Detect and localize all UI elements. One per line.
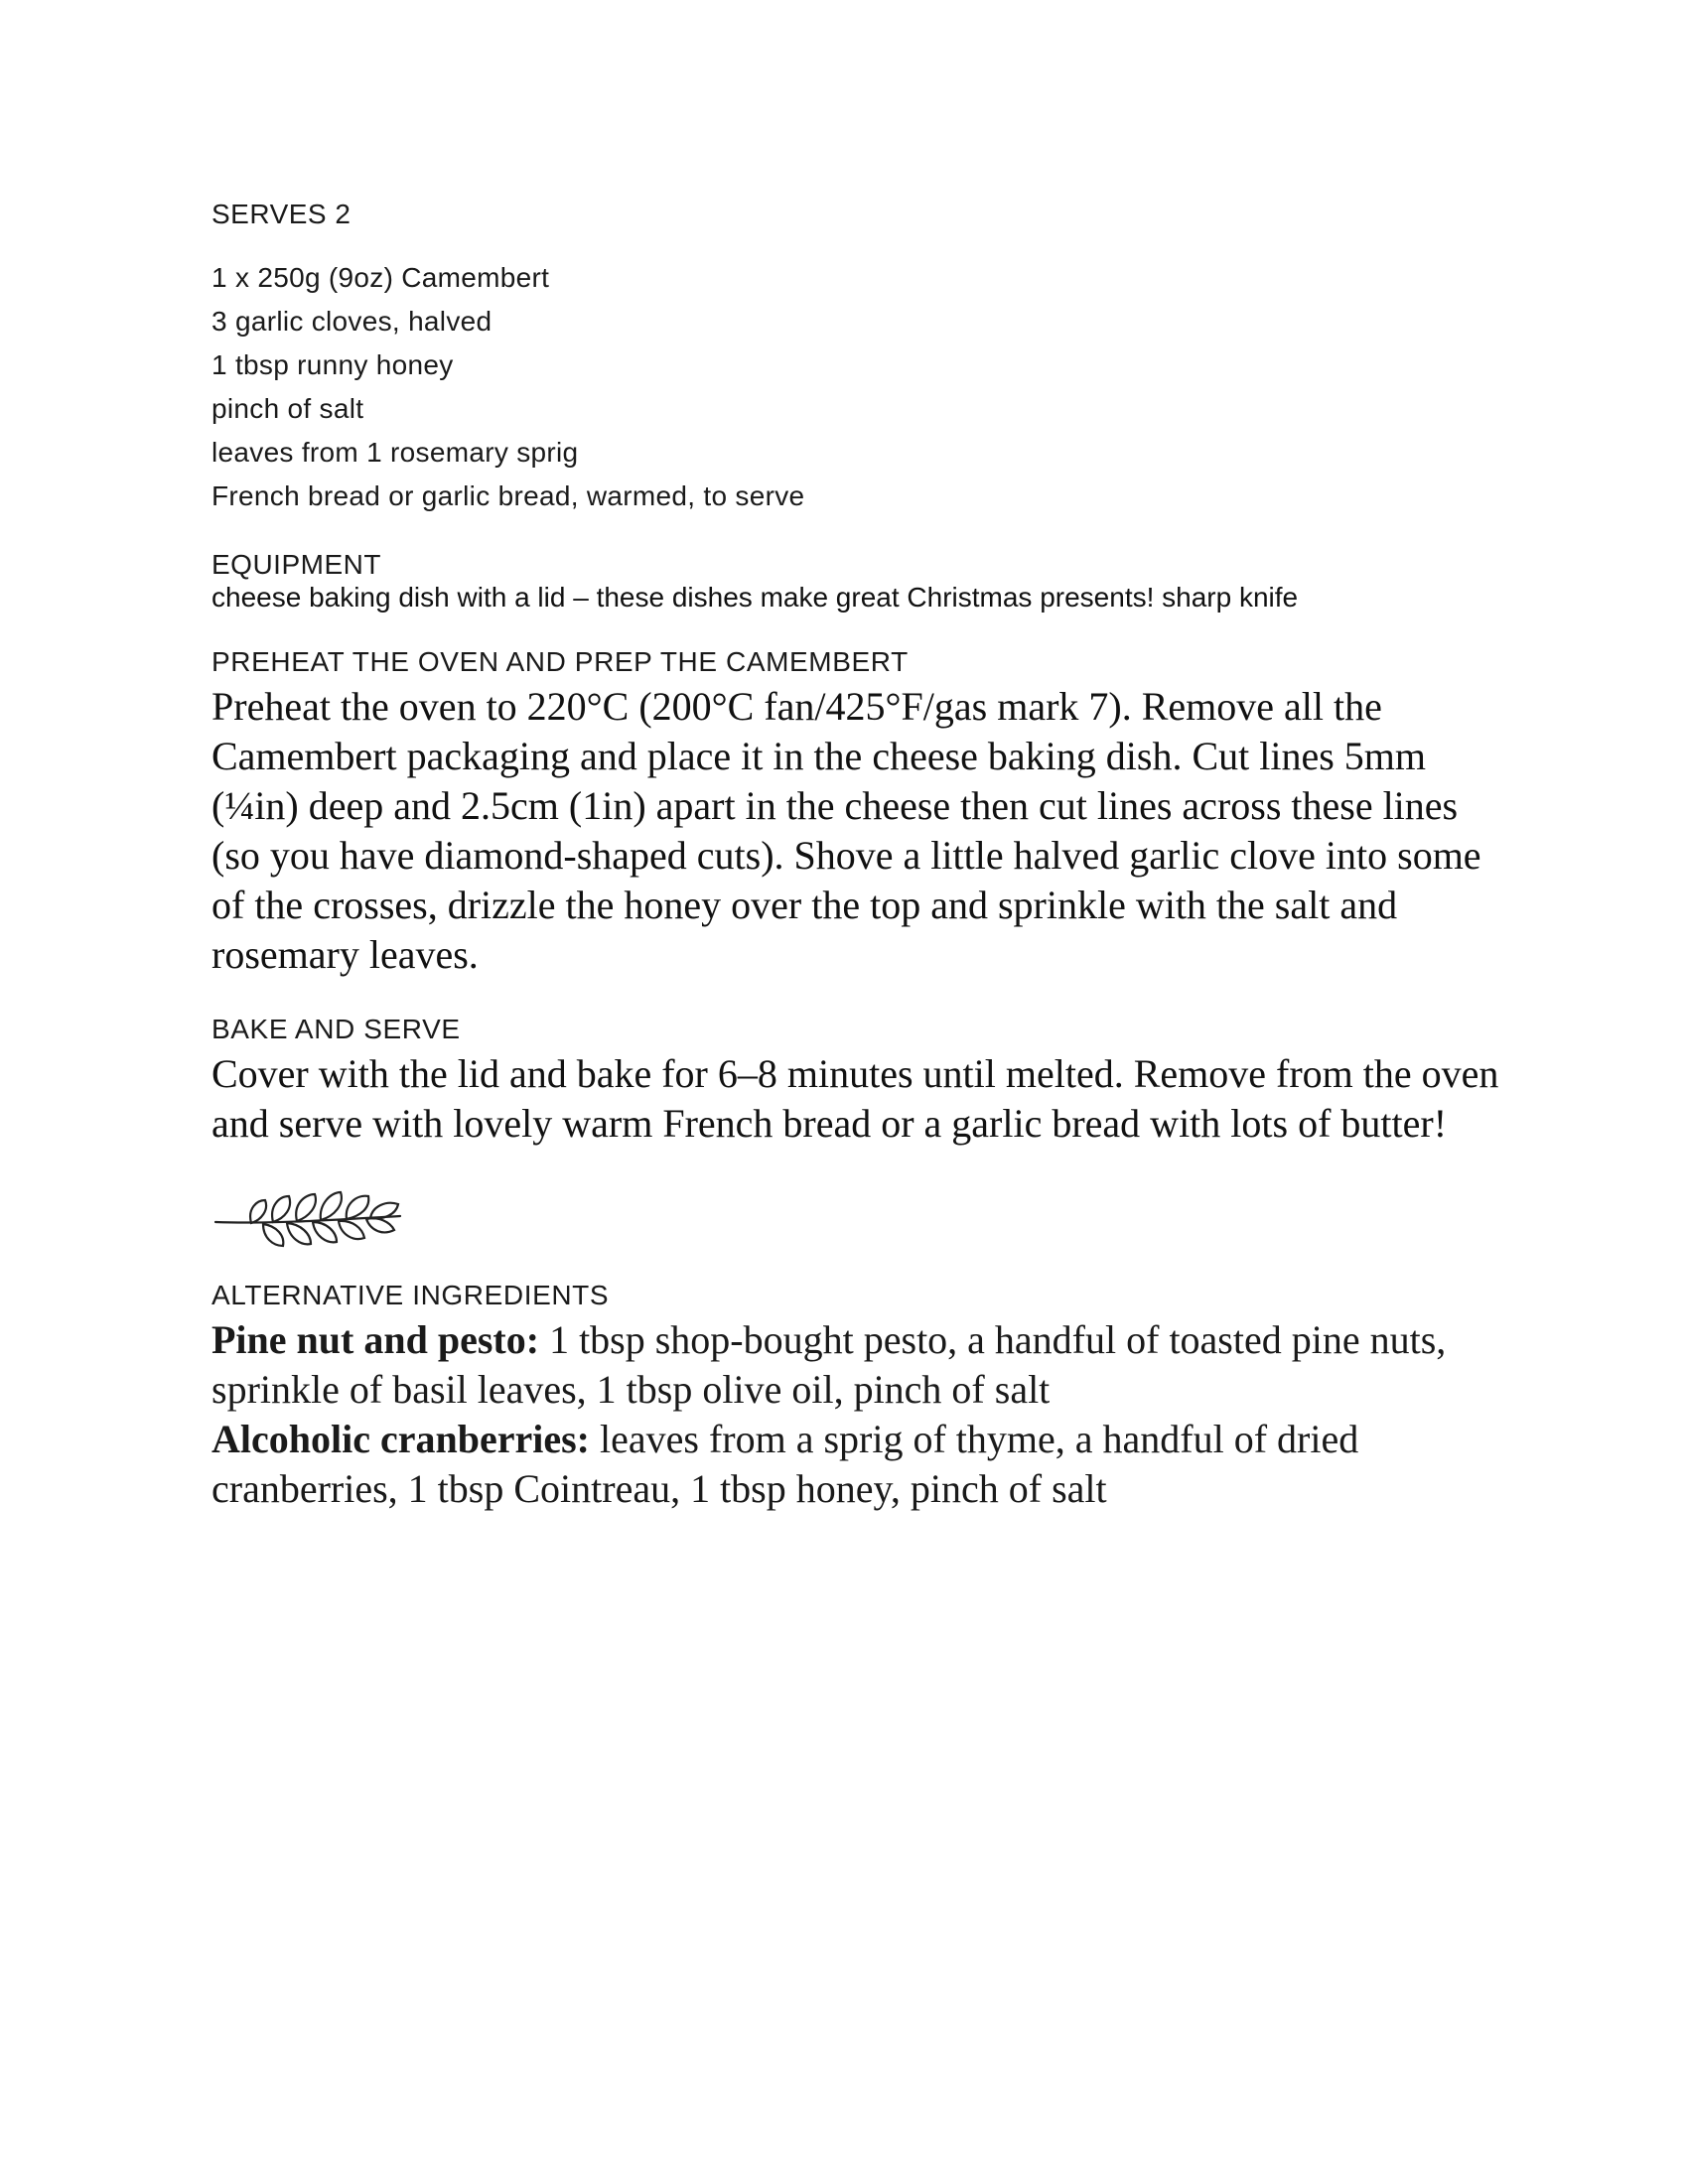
step-text-bake: Cover with the lid and bake for 6–8 minutes until melted. Remove from the oven and serve with lovely warm French bread or a garlic bread with lots of butter! (211, 1051, 1499, 1146)
ingredient-item: French bread or garlic bread, warmed, to serve (211, 480, 805, 511)
equipment-text: cheese baking dish with a lid – these dishes make great Christmas presents! sharp knife (211, 582, 1299, 613)
equipment-heading: EQUIPMENT (211, 549, 381, 580)
ingredient-item: 3 garlic cloves, halved (211, 306, 492, 337)
alternative-name: Alcoholic cranberries: (211, 1417, 590, 1461)
alternative-name: Pine nut and pesto: (211, 1317, 540, 1362)
alternatives-heading: ALTERNATIVE INGREDIENTS (211, 1280, 610, 1310)
step-heading-bake: BAKE AND SERVE (211, 1014, 461, 1044)
alternative-item (211, 1315, 1502, 1415)
ingredient-item: 1 tbsp runny honey (211, 349, 454, 380)
ingredient-item: leaves from 1 rosemary sprig (211, 437, 579, 468)
sprig-icon (211, 1186, 410, 1256)
recipe-page (211, 195, 1502, 1514)
alternative-text: 1 tbsp shop-bought pesto, a handful of toasted pine nuts, sprinkle of basil leaves, 1 tbsp olive oil, pinch of salt (211, 1317, 1447, 1412)
ingredient-item: 1 x 250g (9oz) Camembert (211, 262, 550, 293)
step-heading-preheat: PREHEAT THE OVEN AND PREP THE CAMEMBERT (211, 646, 909, 677)
step-text-preheat: Preheat the oven to 220°C (200°C fan/425°F/gas mark 7). Remove all the Camembert packaging and place it in the cheese baking dish. Cut lines 5mm (¼in) deep and 2.5cm (1in) apart in the cheese then cut lines across these lines (so you have diamond-shaped cuts). Shove a little halved garlic clove into some of the crosses, drizzle the honey over the top and sprinkle with the salt and rosemary leaves. (211, 684, 1481, 977)
serves-label: SERVES 2 (211, 199, 352, 229)
alternative-text: leaves from a sprig of thyme, a handful of dried cranberries, 1 tbsp Cointreau, 1 tbsp honey, pinch of salt (211, 1417, 1359, 1511)
ingredient-list (211, 256, 1502, 518)
alternative-item (211, 1415, 1502, 1514)
ingredient-item: pinch of salt (211, 393, 364, 424)
